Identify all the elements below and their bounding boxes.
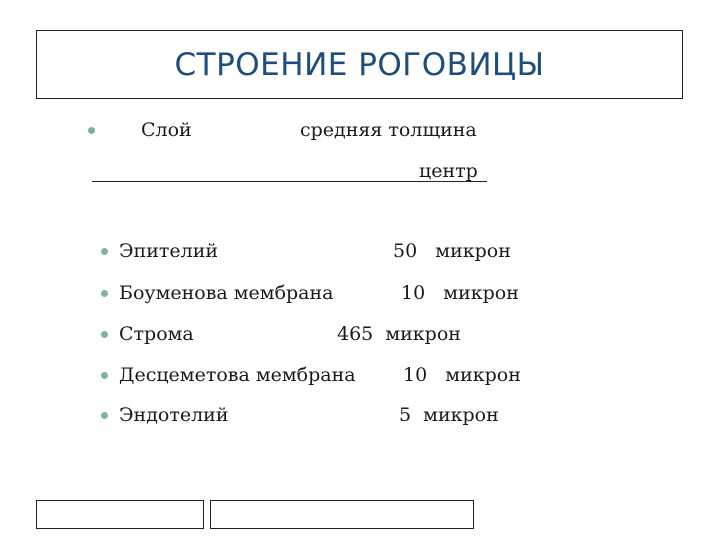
header-thickness-sub-label: центр [419,160,478,182]
row-layer: Десцеметова мембрана [119,364,356,386]
row-layer: Эндотелий [119,404,229,426]
header-layer-label: Слой [141,119,192,141]
footer-box-left [36,500,204,529]
title-frame [36,30,683,99]
header-thickness-label: средняя толщина [300,119,477,141]
row-thickness: 10 микрон [403,364,521,386]
footer-box-right [210,500,474,529]
bullet-icon [101,412,108,419]
bullet-icon [101,290,108,297]
bullet-icon [88,127,95,134]
bullet-icon [101,331,108,338]
slide-title: СТРОЕНИЕ РОГОВИЦЫ [174,47,545,83]
row-thickness: 465 микрон [337,323,461,345]
header-underline [92,181,487,182]
row-thickness: 5 микрон [399,404,499,426]
row-thickness: 10 микрон [401,282,519,304]
row-thickness: 50 микрон [393,240,511,262]
bullet-icon [101,372,108,379]
row-layer: Эпителий [119,240,219,262]
row-layer: Боуменова мембрана [119,282,334,304]
row-layer: Строма [119,323,194,345]
bullet-icon [101,248,108,255]
